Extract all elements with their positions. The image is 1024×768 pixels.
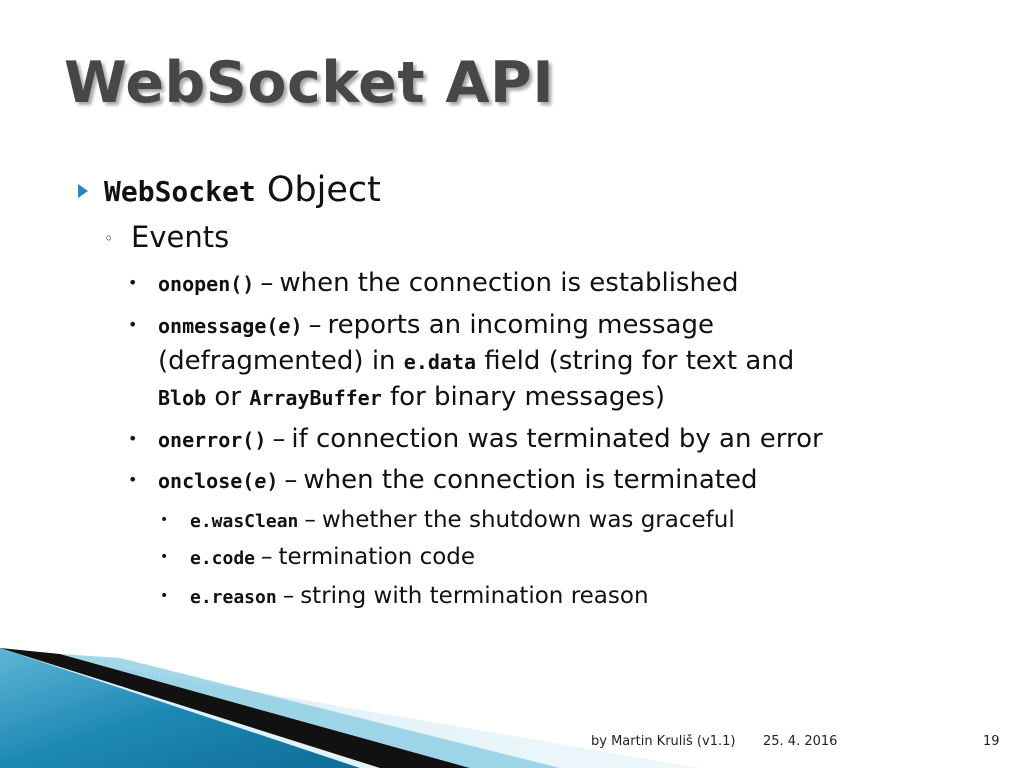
triangle-right-icon [78,184,88,198]
code-websocket: WebSocket [104,175,256,208]
dot-icon: • [160,512,169,528]
events-label: Events [131,220,230,254]
footer-author: by Martin Kruliš (v1.1) [591,734,736,749]
circle-outline-icon: ◦ [104,229,114,248]
dot-icon: • [128,273,138,292]
dot-icon: • [128,429,138,448]
dot-icon: • [160,549,169,565]
dot-icon: • [128,315,138,334]
footer-page-number: 19 [983,734,1000,749]
dot-icon: • [128,470,138,489]
slide-title: WebSocket API [64,50,555,116]
object-label: Object [266,170,381,210]
dot-icon: • [160,588,169,604]
footer-date: 25. 4. 2016 [763,734,838,749]
